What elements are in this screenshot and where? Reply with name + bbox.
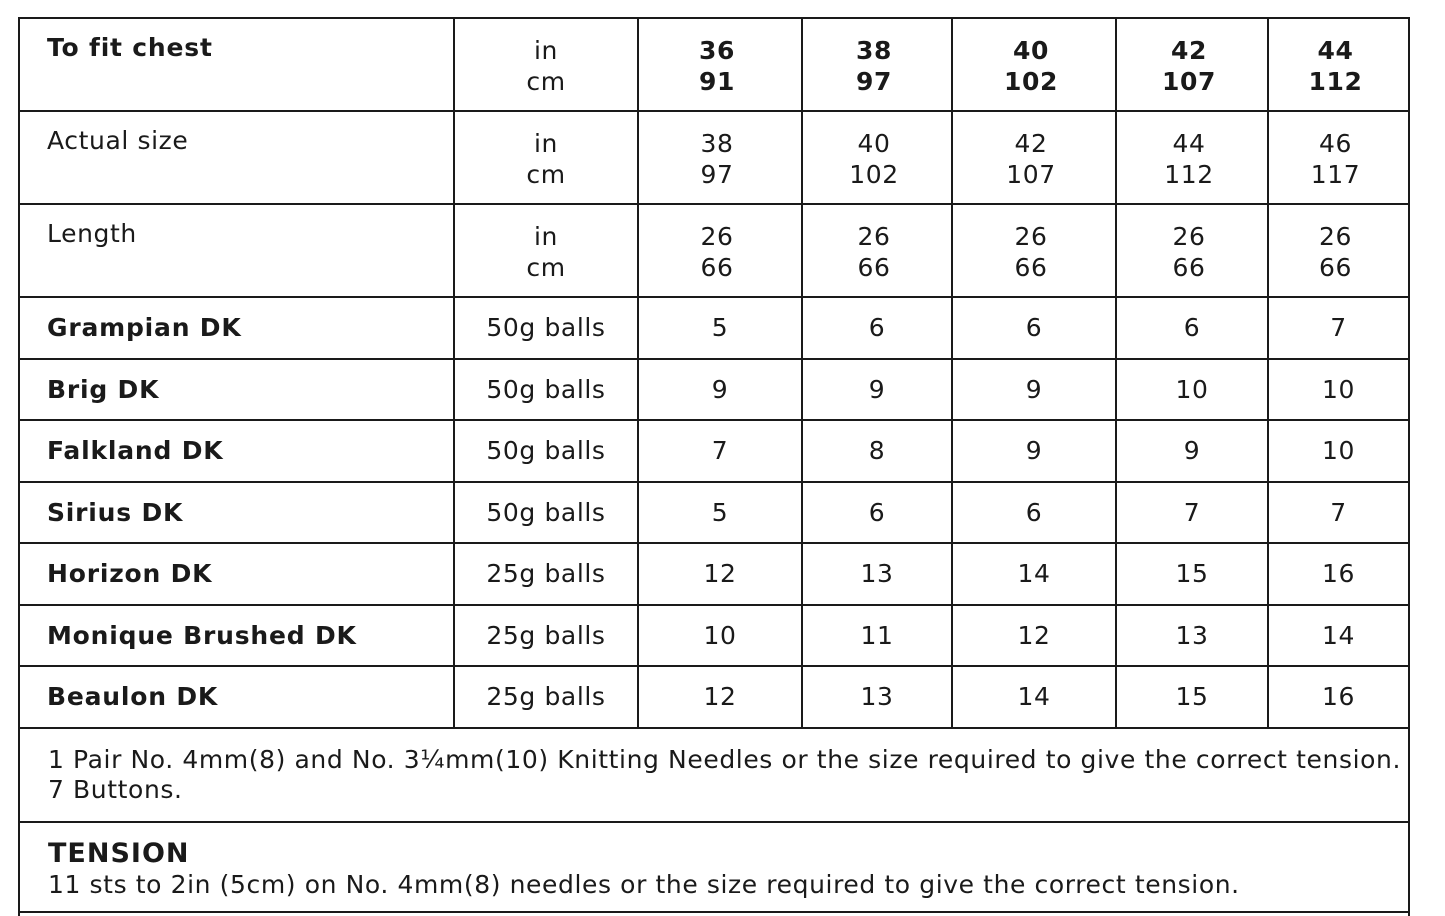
yarn-name: Beaulon DK xyxy=(47,682,219,712)
ball-count: 7 xyxy=(638,420,802,482)
size-cm: 97 xyxy=(856,67,892,96)
size-cm: 107 xyxy=(1162,67,1216,96)
unit-in: in xyxy=(534,36,558,65)
ball-count: 7 xyxy=(1268,482,1408,544)
value-cm: 66 xyxy=(1318,253,1352,282)
actual-size-label: Actual size xyxy=(47,126,189,155)
yarn-unit: 50g balls xyxy=(486,374,606,404)
unit-cm: cm xyxy=(526,67,566,96)
unit-in: in xyxy=(534,222,558,251)
unit-in: in xyxy=(534,129,558,158)
yarn-row xyxy=(20,605,1408,667)
ball-count: 12 xyxy=(952,605,1116,667)
ball-count: 5 xyxy=(638,297,802,359)
yarn-name: Sirius DK xyxy=(47,497,184,527)
ball-count: 10 xyxy=(1116,359,1268,421)
yarn-row xyxy=(20,297,1408,359)
yarn-name: Horizon DK xyxy=(47,559,213,589)
yarn-row xyxy=(20,543,1408,605)
needles-note xyxy=(20,729,1408,823)
value-in: 26 xyxy=(700,222,734,251)
ball-count: 10 xyxy=(1268,420,1408,482)
yarn-unit: 25g balls xyxy=(486,559,606,589)
value-cm: 117 xyxy=(1310,160,1361,189)
size-in: 36 xyxy=(699,36,735,65)
tension-note xyxy=(20,823,1408,913)
tension-title: TENSION xyxy=(48,838,190,869)
ball-count: 5 xyxy=(638,482,802,544)
yarn-name: Monique Brushed DK xyxy=(47,620,357,650)
table-cell xyxy=(1116,111,1268,204)
ball-count: 9 xyxy=(952,420,1116,482)
table-cell xyxy=(802,204,952,297)
value-cm: 66 xyxy=(700,253,734,282)
value-in: 42 xyxy=(1014,129,1048,158)
ball-count: 8 xyxy=(802,420,952,482)
ball-count: 9 xyxy=(1116,420,1268,482)
yarn-name: Falkland DK xyxy=(47,436,224,466)
unit-cm: cm xyxy=(526,160,566,189)
ball-count: 7 xyxy=(1116,482,1268,544)
yarn-unit: 25g balls xyxy=(486,682,606,712)
table-cell xyxy=(638,204,802,297)
needles-line: 1 Pair No. 4mm(8) and No. 3¼mm(10) Knitting Needles or the size required to give the correct tension. xyxy=(48,745,1402,774)
ball-count: 9 xyxy=(638,359,802,421)
unit-cm: cm xyxy=(526,253,566,282)
table-cell xyxy=(1268,111,1408,204)
yarn-unit: 25g balls xyxy=(486,620,606,650)
yarn-name: Grampian DK xyxy=(47,313,242,343)
to-fit-chest-row xyxy=(20,19,1408,111)
ball-count: 10 xyxy=(638,605,802,667)
table-cell xyxy=(1116,204,1268,297)
ball-count: 13 xyxy=(1116,605,1268,667)
value-cm: 97 xyxy=(700,160,734,189)
pattern-size-chart xyxy=(18,17,1410,916)
ball-count: 6 xyxy=(952,482,1116,544)
ball-count: 12 xyxy=(638,666,802,728)
ball-count: 6 xyxy=(1116,297,1268,359)
table-cell xyxy=(952,111,1116,204)
table-cell xyxy=(638,111,802,204)
ball-count: 6 xyxy=(952,297,1116,359)
value-in: 40 xyxy=(857,129,891,158)
yarn-unit: 50g balls xyxy=(486,497,606,527)
value-in: 38 xyxy=(700,129,734,158)
size-column-2 xyxy=(802,19,952,111)
value-in: 26 xyxy=(1014,222,1048,251)
ball-count: 14 xyxy=(952,543,1116,605)
tension-text: 11 sts to 2in (5cm) on No. 4mm(8) needles or the size required to give the correct tension. xyxy=(48,870,1240,899)
size-in: 38 xyxy=(856,36,892,65)
size-in: 44 xyxy=(1317,36,1354,65)
size-in: 42 xyxy=(1171,36,1207,65)
table-cell xyxy=(802,111,952,204)
value-cm: 66 xyxy=(1172,253,1206,282)
size-column-3 xyxy=(952,19,1116,111)
ball-count: 14 xyxy=(1268,605,1408,667)
yarn-quantities xyxy=(20,297,1408,728)
value-in: 26 xyxy=(857,222,891,251)
yarn-unit: 50g balls xyxy=(486,436,606,466)
table-cell xyxy=(952,204,1116,297)
value-in: 26 xyxy=(1172,222,1206,251)
size-column-1 xyxy=(638,19,802,111)
size-cm: 112 xyxy=(1308,67,1363,96)
yarn-row xyxy=(20,359,1408,421)
value-in: 46 xyxy=(1318,129,1352,158)
size-cm: 102 xyxy=(1004,67,1058,96)
ball-count: 14 xyxy=(952,666,1116,728)
value-cm: 107 xyxy=(1006,160,1056,189)
value-cm: 66 xyxy=(1014,253,1048,282)
length-label: Length xyxy=(47,219,137,248)
size-table xyxy=(20,19,1408,729)
yarn-row xyxy=(20,420,1408,482)
value-in: 26 xyxy=(1318,222,1352,251)
ball-count: 6 xyxy=(802,482,952,544)
buttons-line: 7 Buttons. xyxy=(48,775,183,804)
ball-count: 15 xyxy=(1116,666,1268,728)
ball-count: 6 xyxy=(802,297,952,359)
value-cm: 66 xyxy=(857,253,891,282)
size-column-4 xyxy=(1116,19,1268,111)
ball-count: 13 xyxy=(802,666,952,728)
value-in: 44 xyxy=(1172,129,1206,158)
to-fit-chest-label: To fit chest xyxy=(47,33,213,62)
ball-count: 7 xyxy=(1268,297,1408,359)
ball-count: 9 xyxy=(952,359,1116,421)
ball-count: 16 xyxy=(1268,666,1408,728)
yarn-row xyxy=(20,666,1408,728)
size-cm: 91 xyxy=(699,67,735,96)
yarn-name: Brig DK xyxy=(47,374,160,404)
table-cell xyxy=(1268,204,1408,297)
length-row xyxy=(20,204,1408,297)
ball-count: 10 xyxy=(1268,359,1408,421)
value-cm: 102 xyxy=(849,160,899,189)
ball-count: 11 xyxy=(802,605,952,667)
value-cm: 112 xyxy=(1164,160,1214,189)
ball-count: 13 xyxy=(802,543,952,605)
yarn-row xyxy=(20,482,1408,544)
ball-count: 9 xyxy=(802,359,952,421)
ball-count: 12 xyxy=(638,543,802,605)
actual-size-row xyxy=(20,111,1408,204)
size-in: 40 xyxy=(1013,36,1049,65)
size-column-5 xyxy=(1268,19,1408,111)
yarn-unit: 50g balls xyxy=(486,313,606,343)
ball-count: 16 xyxy=(1268,543,1408,605)
ball-count: 15 xyxy=(1116,543,1268,605)
